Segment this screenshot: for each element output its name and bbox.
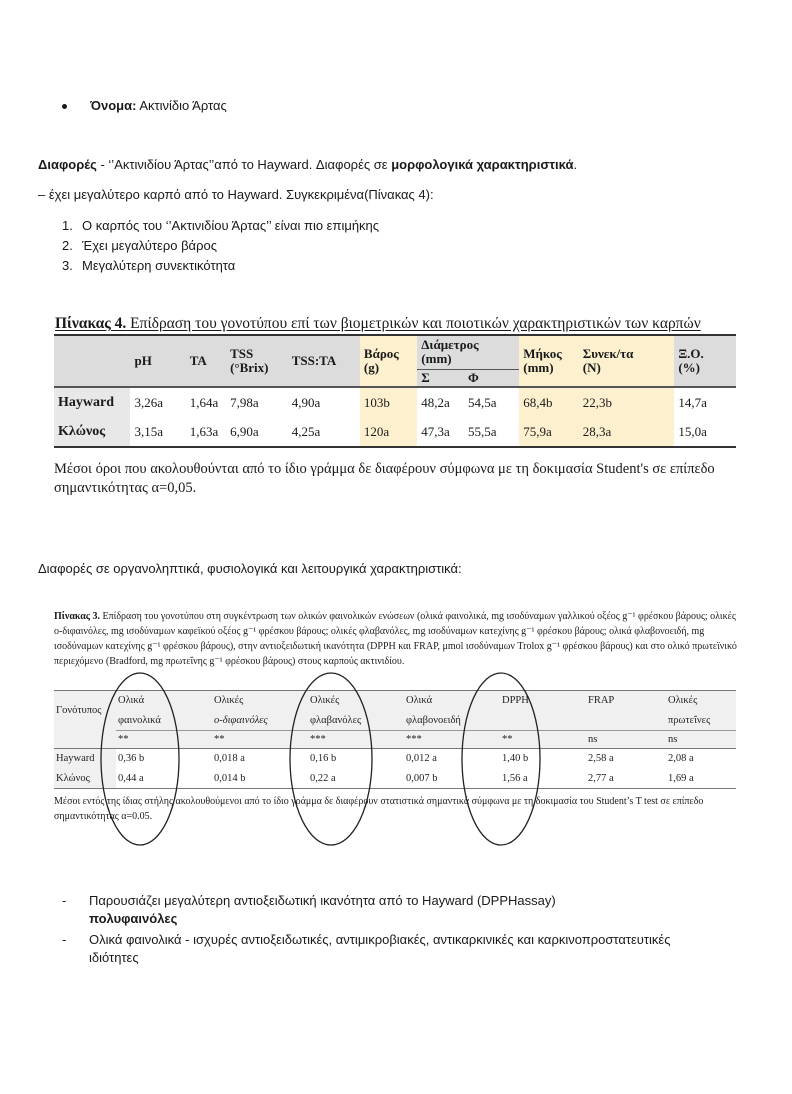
row-label: Hayward [54, 749, 116, 769]
polyphenols-label: πολυφαινόλες [89, 911, 178, 926]
header-weight-line2: (g) [363, 360, 380, 375]
row-label: Κλώνος [54, 769, 116, 789]
cell-diameter-s: 47,3a [417, 417, 464, 447]
list-text: Ο καρπός του ‘’Ακτινιδίου Άρτας’’ είναι πιο επιμήκης [82, 218, 380, 233]
cell-ph: 3,15a [130, 417, 185, 447]
header-flavanols: Ολικές [310, 695, 340, 707]
cell-tss: 6,90a [226, 417, 288, 447]
table3-wrapper [54, 690, 736, 789]
differences-paragraph [38, 157, 577, 173]
cell-value: 2,77 a [588, 772, 614, 784]
header-ph: pH [130, 335, 185, 387]
header-line2: φαινολικά [118, 714, 161, 726]
dash-bullet: - [62, 893, 67, 908]
sig-empty [54, 731, 116, 749]
cell-tssta: 4,90a [288, 387, 360, 417]
table3 [54, 690, 736, 789]
significance: *** [308, 731, 404, 749]
polyphenols-emphasis [89, 911, 177, 927]
differences-label: Διαφορές [38, 157, 97, 172]
header-diameter [417, 335, 519, 369]
header-diameter-line1: Διάμετρος [421, 337, 479, 353]
list-text: Μεγαλύτερη συνεκτικότητα [82, 258, 236, 273]
table3-caption [54, 609, 744, 669]
list-number: 3. [62, 258, 73, 273]
cell-value: 2,08 a [668, 753, 694, 765]
table4-title [55, 315, 701, 333]
cell-dry-matter: 14,7a [674, 387, 736, 417]
name-label: Όνομα: [90, 98, 137, 113]
cell-value: 0,014 b [214, 772, 246, 784]
list-item [62, 218, 379, 238]
header-dm-line1: Ξ.Ο. [678, 346, 704, 361]
row-label: Hayward [54, 387, 130, 417]
differences-text: - ‘’Ακτινιδίου Άρτας’’από το Hayward. Διαφορές σε [96, 157, 392, 172]
header-tss [226, 335, 288, 387]
cell-value: 2,58 a [588, 753, 614, 765]
header-diameter-line2: (mm) [421, 351, 452, 367]
table4-wrapper [54, 334, 736, 448]
cell-value: 0,018 a [214, 753, 245, 765]
conclusion-text: Παρουσιάζει μεγαλύτερη αντιοξειδωτική ικανότητα από το Hayward (DPPHassay) [89, 893, 556, 908]
morphological-emphasis: μορφολογικά χαρακτηριστικά [391, 157, 574, 172]
cell-firmness: 22,3b [579, 387, 675, 417]
header-total-phenolics: Ολικά [118, 695, 145, 707]
header-empty [54, 335, 130, 387]
cell-value: 0,44 a [118, 772, 144, 784]
list-number: 1. [62, 218, 73, 233]
cell-weight: 120a [360, 417, 417, 447]
table4 [54, 334, 736, 448]
header-diameter-f: Φ [464, 369, 519, 387]
list-text: Έχει μεγαλύτερο βάρος [82, 238, 217, 253]
name-bullet [62, 98, 227, 114]
cell-firmness: 28,3a [579, 417, 675, 447]
header-o-diphenols: Ολικές [214, 695, 244, 707]
conclusion-text: Ολικά φαινολικά - ισχυρές αντιοξειδωτικές, αντιμικροβιακές, αντικαρκινικές και καρκινοπροστατευτικές [89, 932, 671, 947]
header-flavonoids: Ολικά [406, 695, 433, 707]
bigger-fruit-line: – έχει μεγαλύτερο καρπό από το Hayward. Συγκεκριμένα(Πίνακας 4): [38, 187, 434, 202]
cell-ta: 1,64a [186, 387, 226, 417]
name-value: Ακτινίδιο Άρτας [136, 98, 227, 113]
header-tss-line2: (°Brix) [230, 360, 269, 375]
cell-dry-matter: 15,0a [674, 417, 736, 447]
header-length [519, 335, 578, 387]
table-row [54, 387, 736, 417]
cell-length: 68,4b [519, 387, 578, 417]
significance: ** [212, 731, 308, 749]
list-item [62, 258, 379, 278]
table3-label: Πίνακας 3. [54, 611, 100, 622]
cell-value: 0,007 b [406, 772, 438, 784]
header-dry-matter [674, 335, 736, 387]
cell-tss: 7,98a [226, 387, 288, 417]
dash-bullet: - [62, 932, 67, 947]
header-dpph: DPPH [502, 695, 529, 707]
header-proteins: Ολικές [668, 695, 698, 707]
bullet-icon [62, 104, 67, 109]
table4-title-text: Επίδραση του γονοτύπου επί των βιομετρικών και ποιοτικών χαρακτηριστικών των καρπών [126, 315, 701, 332]
table3-header-row [54, 691, 736, 711]
conclusion-item [62, 893, 556, 909]
row-label: Κλώνος [54, 417, 130, 447]
header-length-line1: Μήκος [523, 346, 562, 361]
cell-ta: 1,63a [186, 417, 226, 447]
header-ta: TA [186, 335, 226, 387]
header-genotype: Γονότυπος [56, 705, 102, 717]
table3-note: Μέσοι εντός της ίδιας στήλης ακολουθούμενοι από το ίδιο γράμμα δε διαφέρουν στατιστικά σημαντικά σύμφωνα με τη δοκιμασία του Student’s T test σε επίπεδο σημαντικότητας α=0.05. [54, 796, 704, 822]
cell-value: 1,40 b [502, 753, 529, 765]
cell-weight: 103b [360, 387, 417, 417]
header-line2: πρωτεΐνες [668, 714, 711, 726]
significance: *** [404, 731, 500, 749]
header-line2 [586, 711, 666, 731]
conclusion-continued: ιδιότητες [89, 950, 139, 965]
cell-value: 0,012 a [406, 753, 437, 765]
significance: ns [666, 731, 736, 749]
cell-value: 1,56 a [502, 772, 528, 784]
cell-value: 0,16 b [310, 753, 337, 765]
cell-length: 75,9a [519, 417, 578, 447]
header-line2 [500, 711, 586, 731]
header-length-line2: (mm) [523, 360, 554, 375]
cell-diameter-f: 55,5a [464, 417, 519, 447]
header-line2: ο-διφαινόλες [214, 714, 268, 726]
table-row [54, 769, 736, 789]
list-item [62, 238, 379, 258]
header-line2: φλαβανόλες [310, 714, 362, 726]
significance: ** [116, 731, 212, 749]
header-weight-line1: Βάρος [363, 346, 399, 361]
list-number: 2. [62, 238, 73, 253]
table3-significance-row [54, 731, 736, 749]
cell-diameter-f: 54,5a [464, 387, 519, 417]
numbered-list [62, 218, 379, 278]
header-frap: FRAP [588, 695, 615, 707]
table-row [54, 417, 736, 447]
header-line2: φλαβονοειδή [406, 714, 461, 726]
table4-label: Πίνακας 4. [55, 315, 127, 332]
cell-value: 0,36 b [118, 753, 145, 765]
conclusion-item [62, 932, 670, 948]
header-tssta: TSS:TA [288, 335, 360, 387]
table-row [54, 749, 736, 769]
table4-note: Μέσοι όροι που ακολουθούνται από το ίδιο γράμμα δε διαφέρουν σύμφωνα με τη δοκιμασία Student's σε επίπεδο σημαντικότητας α=0,05. [54, 461, 715, 496]
header-firmness-line2: (N) [582, 360, 601, 375]
cell-value: 0,22 a [310, 772, 336, 784]
cell-ph: 3,26a [130, 387, 185, 417]
table4-header-row [54, 335, 736, 369]
differences-end: . [573, 157, 578, 172]
header-firmness-line1: Συνεκ/τα [582, 346, 634, 361]
cell-value: 1,69 a [668, 772, 694, 784]
header-dm-line2: (%) [678, 360, 700, 375]
cell-tssta: 4,25a [288, 417, 360, 447]
table3-caption-text: Επίδραση του γονοτύπου στη συγκέντρωση των ολικών φαινολικών ενώσεων (ολικά φαινολικά, mg ισοδύναμων γαλλικού οξέος g⁻¹ φρέσκου βάρους; ολικές ο-διφαινόλες, mg ισοδύναμων καφεϊκού οξέος g⁻¹ φρέσκου βάρους; ολικές φλαβανόλες, mg ισοδύναμων κατεχίνης g⁻¹ φρέσκου βάρους; ολικά φλαβονοειδή, mg ισοδύναμων κατεχίνης g⁻¹ φρέσκου βάρους), στην αντιοξειδωτική ικανότητα (DPPH και FRAP, μmol ισοδύναμων Trolox g⁻¹ φρέσκου βάρους) και στο ολικό πρωτεϊνικό περιεχόμενο (Bradford, mg πρωτεΐνης g⁻¹ φρέσκου βάρους) στους καρπούς ακτινιδίου. [54, 611, 737, 667]
significance: ns [586, 731, 666, 749]
header-firmness [579, 335, 675, 387]
significance: ** [500, 731, 586, 749]
cell-diameter-s: 48,2a [417, 387, 464, 417]
header-weight [360, 335, 417, 387]
header-tss-line1: TSS [230, 346, 254, 361]
section2-heading: Διαφορές σε οργανοληπτικά, φυσιολογικά και λειτουργικά χαρακτηριστικά: [38, 561, 462, 576]
table3-header-row2 [54, 711, 736, 731]
header-diameter-s: Σ [417, 369, 464, 387]
